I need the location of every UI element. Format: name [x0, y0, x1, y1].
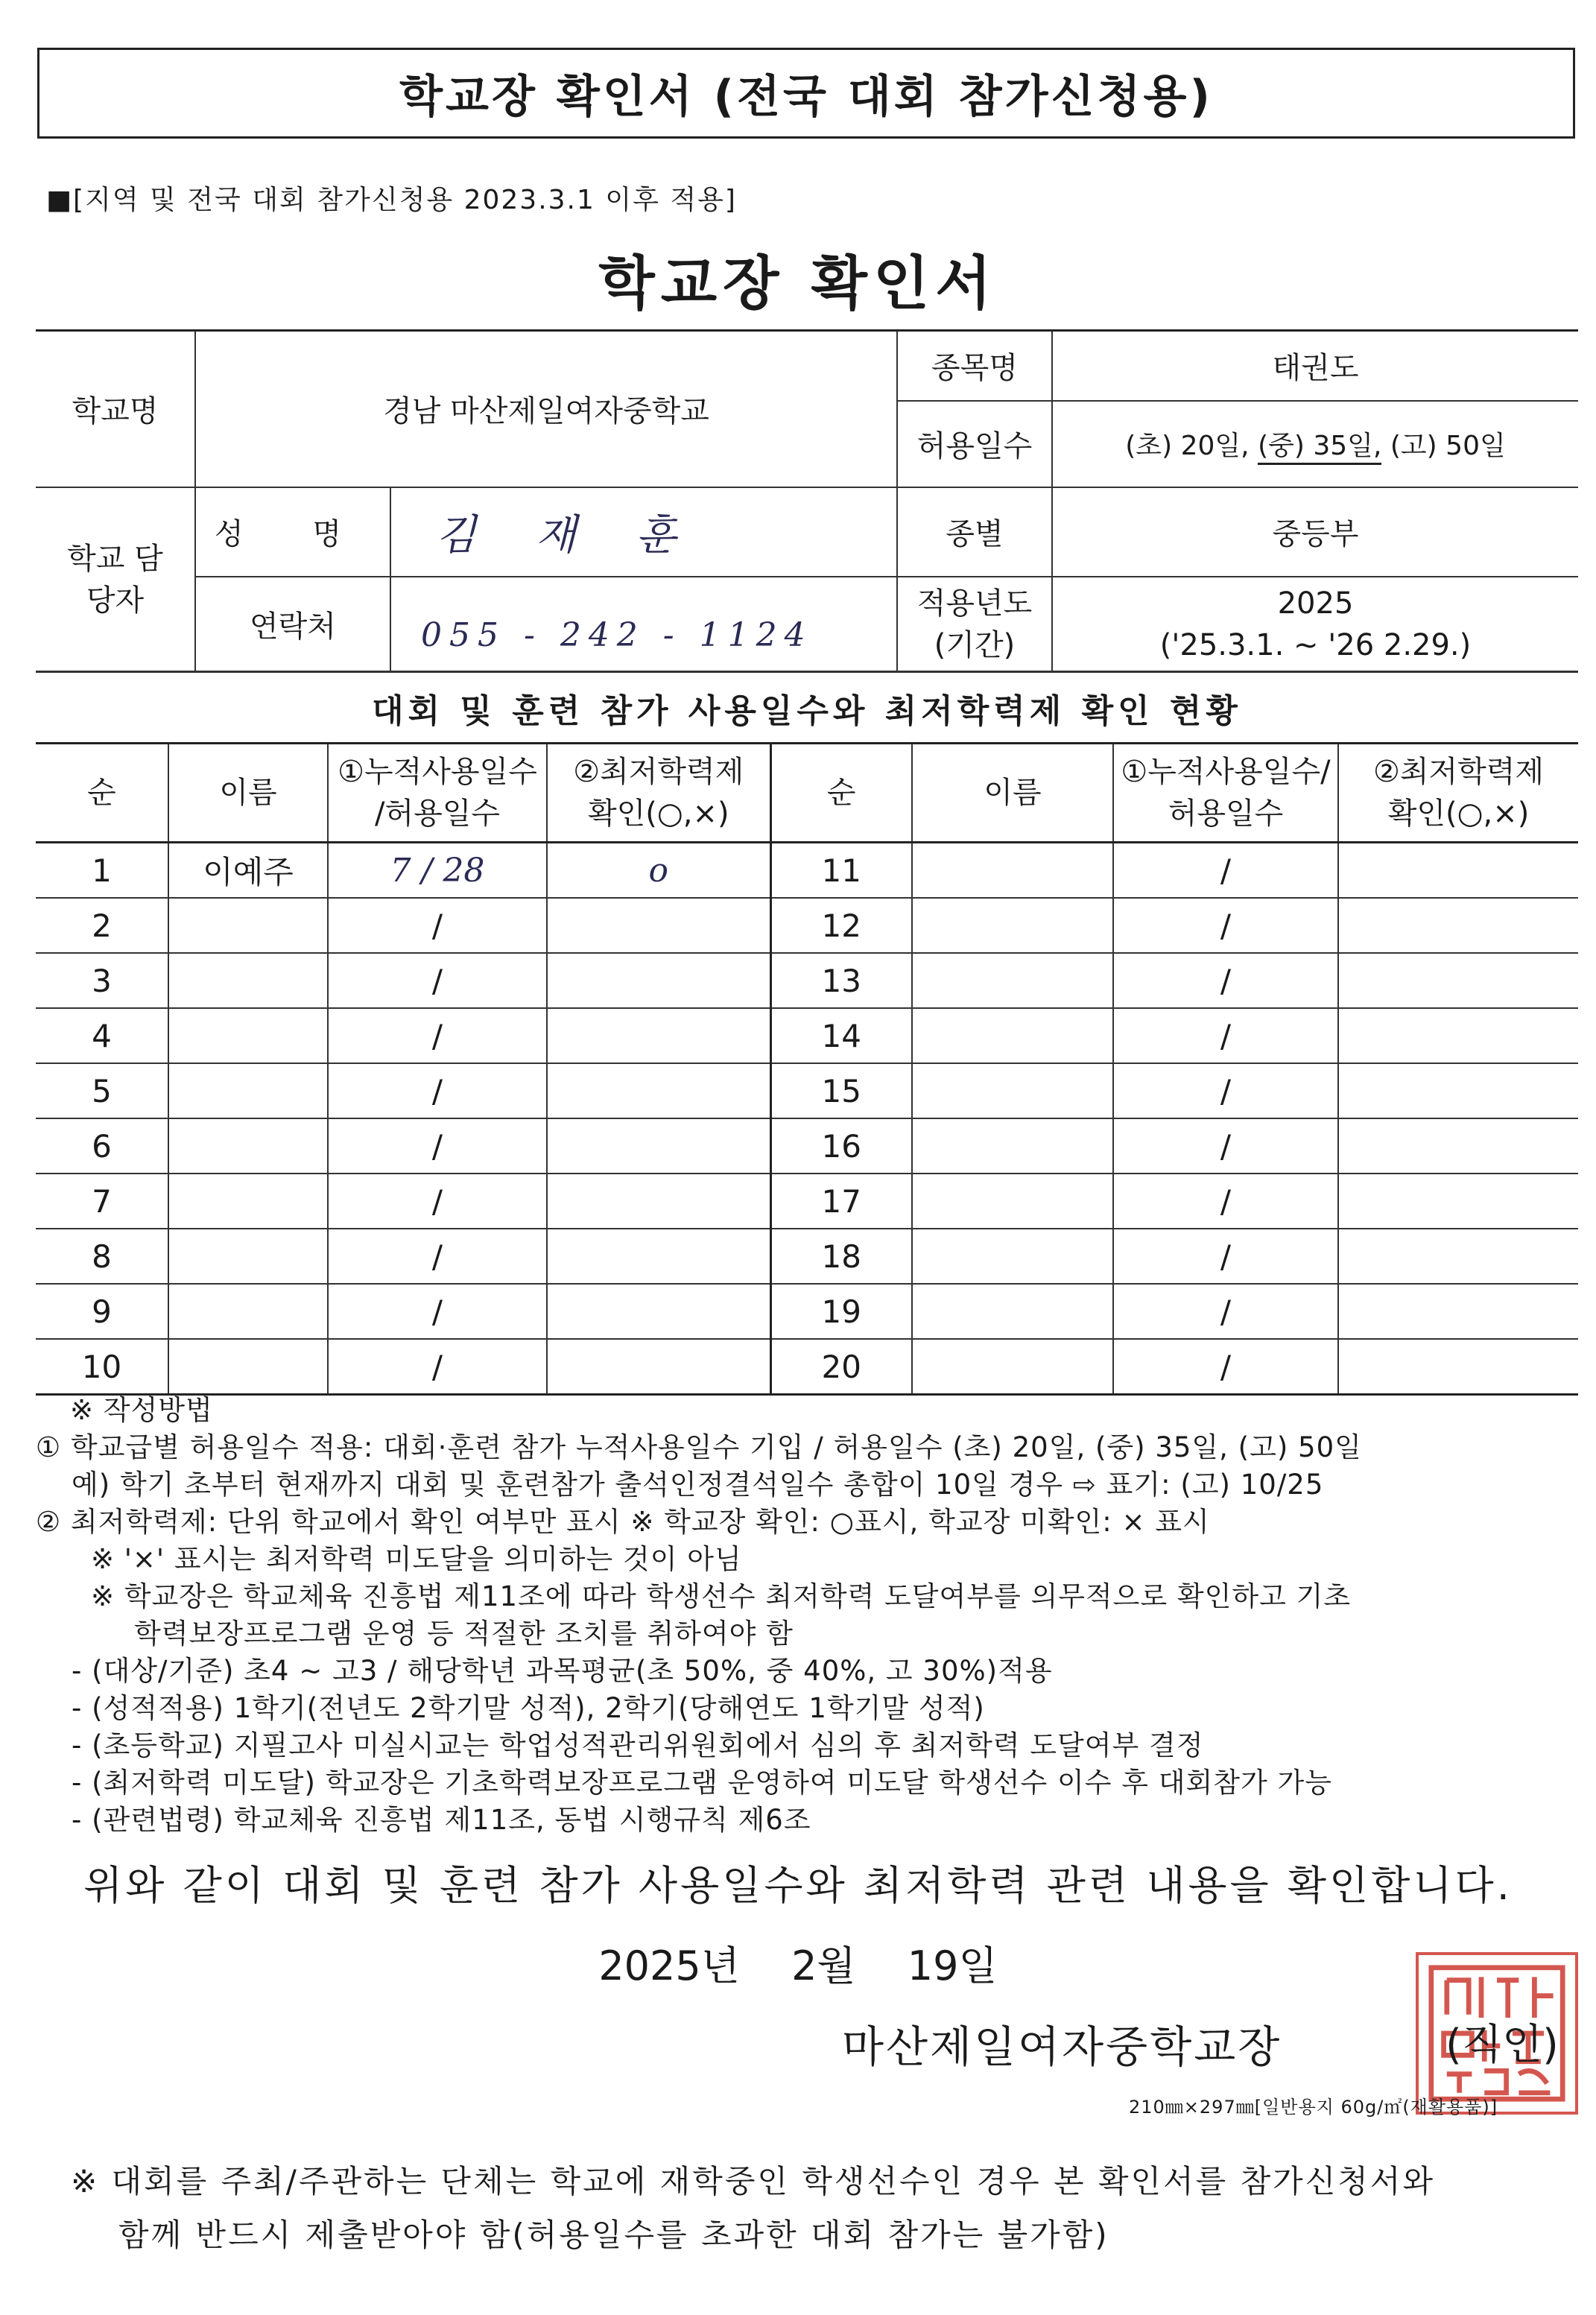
row-no-left: 7 [36, 1174, 168, 1229]
year-value [1052, 577, 1578, 672]
info-table [36, 329, 1578, 673]
footer-line-2: 함께 반드시 제출받아야 함(허용일수를 초과한 대회 참가는 불가함) [118, 2217, 1109, 2253]
row-no-right: 20 [770, 1339, 912, 1395]
allowed-days-label: 허용일수 [897, 401, 1052, 487]
table-row [36, 898, 1578, 953]
allowed-middle: (중) 35일, [1258, 431, 1381, 465]
row-name-left [168, 1118, 328, 1174]
row-acad-left [547, 953, 770, 1008]
col-name-left: 이름 [168, 744, 328, 843]
row-no-left: 4 [36, 1008, 168, 1063]
instructions-heading: ※ 작성방법 [70, 1394, 213, 1426]
table-row [36, 1008, 1578, 1063]
row-acad-right [1338, 1118, 1578, 1174]
category-value: 중등부 [1052, 487, 1578, 577]
row-acad-left [547, 898, 770, 953]
row-name-left [168, 1229, 328, 1284]
row-no-left: 5 [36, 1063, 168, 1118]
contact-value [390, 577, 897, 672]
row-days-right: / [1113, 898, 1338, 953]
row-name-right [912, 1339, 1113, 1395]
allowed-high: (고) 50일 [1390, 431, 1506, 461]
table-row [36, 1174, 1578, 1229]
row-acad-left [547, 1284, 770, 1339]
row-acad-left [547, 1063, 770, 1118]
row-no-right: 11 [770, 843, 912, 899]
row-acad-right [1338, 1284, 1578, 1339]
table-row [36, 843, 1578, 899]
detail-3: - (초등학교) 지필고사 미실시교는 학업성적관리위원회에서 심의 후 최저학력 도달여부 결정 [72, 1729, 1204, 1761]
row-name-left [168, 953, 328, 1008]
row-no-left: 2 [36, 898, 168, 953]
main-title: 학교장 확인서 [598, 250, 998, 317]
row-no-right: 15 [770, 1063, 912, 1118]
detail-5: - (관련법령) 학교체육 진흥법 제11조, 동법 시행규칙 제6조 [72, 1804, 811, 1836]
instruction-4: ※ 학교장은 학교체육 진흥법 제11조에 따라 학생선수 최저학력 도달여부를 의무적으로 확인하고 기초 [91, 1580, 1352, 1612]
row-acad-right [1338, 1174, 1578, 1229]
row-name-left [168, 898, 328, 953]
document-title [37, 48, 1575, 139]
col-days-right [1113, 744, 1338, 843]
row-days-left: / [328, 953, 547, 1008]
school-label: 학교명 [36, 331, 195, 487]
row-acad-left [547, 1008, 770, 1063]
row-no-left: 10 [36, 1339, 168, 1395]
row-acad-left [547, 1174, 770, 1229]
date-month: 2월 [791, 1942, 856, 1989]
paper-spec: 210㎜×297㎜[일반용지 60g/㎡(재활용품)] [1129, 2097, 1498, 2118]
row-days-left: / [328, 1284, 547, 1339]
table-row [36, 1229, 1578, 1284]
col-acad-left [547, 744, 770, 843]
event-value: 태권도 [1052, 331, 1578, 401]
row-days-right: / [1113, 1118, 1338, 1174]
instruction-2: ② 최저학력제: 단위 학교에서 확인 여부만 표시 ※ 학교장 확인: ○표시, 학교장 미확인: × 표시 [36, 1506, 1210, 1538]
row-days-right: / [1113, 953, 1338, 1008]
issue-date [0, 1934, 1596, 1992]
category-label: 종별 [897, 487, 1052, 577]
row-no-left: 9 [36, 1284, 168, 1339]
row-acad-right [1338, 843, 1578, 899]
col-acad-right [1338, 744, 1578, 843]
document-title-text: 학교장 확인서 (전국 대회 참가신청용) [399, 71, 1213, 123]
instruction-4-cont: 학력보장프로그램 운영 등 적절한 조치를 취하여야 함 [134, 1618, 794, 1650]
allowed-days-value [1052, 401, 1578, 487]
instruction-3: ※ '×' 표시는 최저학력 미도달을 의미하는 것이 아님 [91, 1543, 742, 1575]
row-name-right [912, 898, 1113, 953]
section-title: 대회 및 훈련 참가 사용일수와 최저학력제 확인 현황 [36, 671, 1578, 744]
date-year: 2025년 [598, 1942, 740, 1989]
row-name-right [912, 1063, 1113, 1118]
row-name-right [912, 1284, 1113, 1339]
row-no-left: 3 [36, 953, 168, 1008]
row-name-right [912, 843, 1113, 899]
row-acad-right [1338, 1229, 1578, 1284]
col-no-left: 순 [36, 744, 168, 843]
table-row [36, 1063, 1578, 1118]
manager-name-signature [390, 487, 897, 577]
instructions [36, 1392, 1586, 1839]
row-days-right: / [1113, 1339, 1338, 1395]
row-name-right [912, 1118, 1113, 1174]
row-name-left: 이예주 [168, 843, 328, 899]
row-acad-left [547, 1118, 770, 1174]
row-no-left: 1 [36, 843, 168, 899]
row-days-right: / [1113, 1008, 1338, 1063]
footer-notice [71, 2155, 1435, 2262]
row-acad-right [1338, 953, 1578, 1008]
col-days-right-line2: 허용일수 [1168, 797, 1284, 831]
row-name-right [912, 1229, 1113, 1284]
footer-line-1: ※ 대회를 주최/주관하는 단체는 학교에 재학중인 학생선수인 경우 본 확인서를 참가신청서와 [71, 2163, 1436, 2200]
row-no-right: 14 [770, 1008, 912, 1063]
row-name-right [912, 1008, 1113, 1063]
row-name-left [168, 1284, 328, 1339]
year-label [897, 577, 1052, 672]
manager-name: 김재훈 [436, 510, 736, 560]
row-days-right: / [1113, 1063, 1338, 1118]
row-name-left [168, 1339, 328, 1395]
row-no-right: 16 [770, 1118, 912, 1174]
row-days-right: / [1113, 843, 1338, 899]
col-days-left [328, 744, 547, 843]
table-header-row [36, 744, 1578, 843]
row-no-left: 6 [36, 1118, 168, 1174]
row-no-right: 18 [770, 1229, 912, 1284]
row-name-left [168, 1174, 328, 1229]
row-no-right: 17 [770, 1174, 912, 1229]
col-acad-left-line2: 확인(○,×) [587, 797, 729, 831]
principal-name: 마산제일여자중학교장 [842, 2021, 1282, 2072]
name-label [195, 487, 390, 577]
detail-4: - (최저학력 미도달) 학교장은 기초학력보장프로그램 운영하여 미도달 학생선수 이수 후 대회참가 가능 [72, 1767, 1333, 1799]
col-name-right: 이름 [912, 744, 1113, 843]
year-number: 2025 [1277, 586, 1354, 621]
row-name-left [168, 1063, 328, 1118]
table-row [36, 1339, 1578, 1395]
row-days-left: / [328, 1339, 547, 1395]
col-acad-right-line2: 확인(○,×) [1387, 797, 1530, 831]
row-days-left: / [328, 1063, 547, 1118]
confirmation-statement: 위와 같이 대회 및 훈련 참가 사용일수와 최저학력 관련 내용을 확인합니다. [83, 1862, 1513, 1909]
seal-label: (직인) [1445, 2021, 1559, 2069]
instruction-1: ① 학교급별 허용일수 적용: 대회·훈련 참가 누적사용일수 기입 / 허용일수 (초) 20일, (중) 35일, (고) 50일 [36, 1431, 1362, 1463]
allowed-elem: (초) 20일, [1125, 431, 1250, 461]
applicability-note: ■[지역 및 전국 대회 참가신청용 2023.3.1 이후 적용] [46, 185, 737, 215]
year-period: ('25.3.1. ~ '26 2.29.) [1159, 627, 1472, 662]
year-label-line2: (기간) [934, 627, 1016, 662]
contact-number: 055 - 242 - 1124 [421, 616, 813, 654]
row-acad-left [547, 1229, 770, 1284]
table-row [36, 1118, 1578, 1174]
year-label-line1: 적용년도 [916, 586, 1033, 621]
name-label-text: 성 명 [215, 517, 371, 551]
row-days-left: / [328, 1174, 547, 1229]
col-no-right: 순 [770, 744, 912, 843]
row-days-right: / [1113, 1174, 1338, 1229]
table-row [36, 953, 1578, 1008]
col-days-left-line1: ①누적사용일수 [338, 755, 537, 789]
row-acad-right [1338, 1063, 1578, 1118]
detail-1: - (대상/기준) 초4 ~ 고3 / 해당학년 과목평균(초 50%, 중 40%, 고 30%)적용 [72, 1655, 1053, 1687]
col-acad-left-line1: ②최저학력제 [573, 755, 744, 789]
date-day: 19일 [907, 1942, 998, 1989]
contact-label: 연락처 [195, 577, 390, 672]
row-no-right: 13 [770, 953, 912, 1008]
row-no-right: 19 [770, 1284, 912, 1339]
col-days-left-line2: /허용일수 [374, 797, 501, 831]
row-acad-right [1338, 1008, 1578, 1063]
row-days-left: / [328, 1008, 547, 1063]
row-days-left: / [328, 1229, 547, 1284]
col-acad-right-line1: ②최저학력제 [1372, 755, 1545, 789]
row-days-left: / [328, 898, 547, 953]
participation-table [36, 742, 1578, 1396]
row-acad-left [547, 1339, 770, 1395]
row-days-left: / [328, 1118, 547, 1174]
row-acad-left: o [547, 843, 770, 899]
row-no-right: 12 [770, 898, 912, 953]
manager-label: 학교 담당자 [36, 487, 195, 672]
school-value: 경남 마산제일여자중학교 [195, 331, 897, 487]
row-acad-right [1338, 898, 1578, 953]
row-days-right: / [1113, 1229, 1338, 1284]
row-name-left [168, 1008, 328, 1063]
event-label: 종목명 [897, 331, 1052, 401]
instruction-1-example: 예) 학기 초부터 현재까지 대회 및 훈련참가 출석인정결석일수 총합이 10일 경우 ⇨ 표기: (고) 10/25 [72, 1469, 1324, 1501]
row-name-right [912, 1174, 1113, 1229]
table-row [36, 1284, 1578, 1339]
row-acad-right [1338, 1339, 1578, 1395]
row-days-right: / [1113, 1284, 1338, 1339]
row-no-left: 8 [36, 1229, 168, 1284]
row-name-right [912, 953, 1113, 1008]
row-days-left: 7 / 28 [328, 843, 547, 899]
detail-2: - (성적적용) 1학기(전년도 2학기말 성적), 2학기(당해연도 1학기말 성적) [72, 1692, 985, 1724]
col-days-right-line1: ①누적사용일수/ [1121, 755, 1331, 789]
